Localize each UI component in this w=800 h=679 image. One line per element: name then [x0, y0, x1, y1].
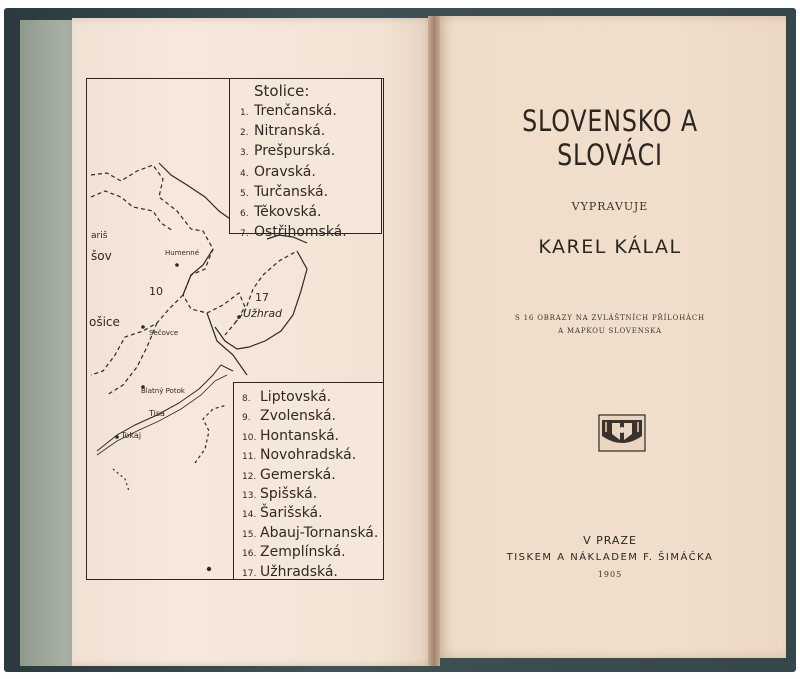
- legend-item: 11. Novohradská.: [242, 447, 357, 464]
- legend-item: 10. Hontanská.: [242, 427, 340, 444]
- place-kosice: ošice: [89, 315, 120, 329]
- region-number-17: 17: [255, 291, 269, 304]
- place-sov: šov: [91, 249, 112, 263]
- legend-title: Stolice:: [254, 82, 310, 100]
- description-line-1: S 16 OBRAZY NA ZVLÁŠTNÍCH PŘÍLOHÁCH: [515, 314, 705, 322]
- author-name: KAREL KÁLAL: [538, 236, 682, 258]
- legend-item: 16. Zemplínská.: [242, 544, 346, 561]
- region-number-10: 10: [149, 285, 163, 298]
- border-line: [159, 163, 237, 233]
- book-gutter: [428, 16, 440, 666]
- river-tributary: [113, 469, 129, 491]
- county-legend-bottom: [233, 382, 384, 580]
- legend-item: 7. Ostřihomská.: [240, 224, 347, 241]
- legend-item: 5. Turčanská.: [240, 183, 329, 200]
- map-spot: [207, 567, 211, 571]
- county-legend-top: [229, 78, 382, 241]
- place-tokaj: Tokaj: [121, 431, 142, 440]
- legend-item: 4. Oravská.: [240, 163, 316, 180]
- place-uzhrad: Užhrad: [243, 307, 283, 320]
- legend-item: 12. Gemerská.: [242, 466, 336, 483]
- book-description: [440, 312, 780, 338]
- publication-place: V PRAZE: [583, 534, 637, 547]
- place-secovce: Sečovce: [149, 329, 179, 337]
- place-humenne: Humenné: [165, 249, 200, 257]
- legend-item: 15. Abauj-Tornanská.: [242, 524, 379, 541]
- legend-item: 13. Spišská.: [242, 486, 318, 503]
- legend-item: 6. Těkovská.: [240, 204, 322, 221]
- legend-item: 8. Liptovská.: [242, 389, 332, 405]
- town-marker: [237, 315, 241, 319]
- legend-item: 1. Trenčanská.: [240, 103, 337, 119]
- book-title: SLOVENSKO A SLOVÁCI: [522, 104, 698, 172]
- description-line-2: A MAPKOU SLOVENSKA: [558, 327, 662, 335]
- legend-item: 9. Zvolenská.: [242, 408, 337, 425]
- town-marker: [141, 325, 145, 329]
- place-blatny-potok: Blatný Potok: [141, 387, 185, 395]
- legend-item: 3. Prešpurská.: [240, 143, 336, 160]
- by-line: VYPRAVUJE: [571, 200, 649, 213]
- town-marker: [175, 263, 179, 267]
- legend-item: 14. Šarišská.: [242, 505, 323, 522]
- place-saris: ariš: [91, 231, 108, 241]
- border-line: [207, 313, 247, 375]
- town-marker: [115, 435, 119, 439]
- river-label-tisa: Tisa: [149, 409, 165, 418]
- publisher: TISKEM A NÁKLADEM F. ŠIMÁČKA: [506, 552, 714, 563]
- legend-item: 2. Nitranská.: [240, 123, 326, 140]
- publisher-emblem-icon: [598, 414, 646, 452]
- county-border: [91, 191, 173, 231]
- legend-item: 17. Užhradská.: [242, 563, 338, 580]
- publication-year: 1905: [597, 570, 623, 579]
- border-line: [195, 405, 227, 463]
